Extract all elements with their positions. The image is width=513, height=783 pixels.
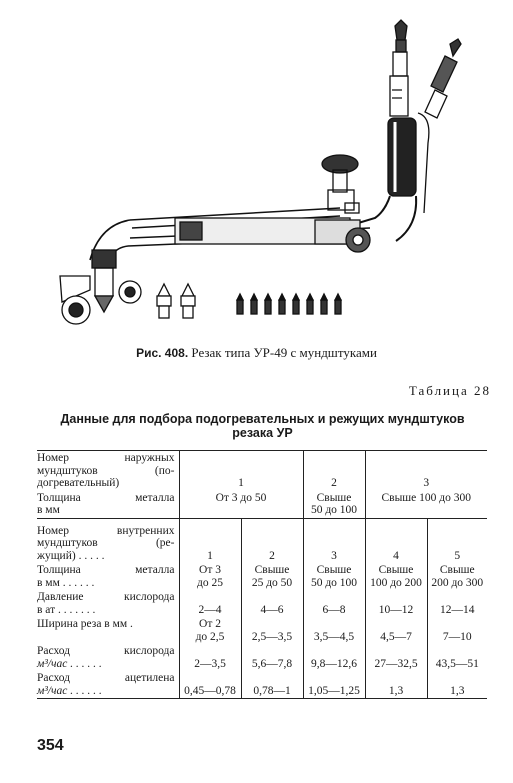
figure-caption (0, 345, 513, 361)
table-cell: 43,5—51 (427, 644, 487, 671)
cell-line: до 25 (197, 576, 223, 589)
row-label-line: м³/час . . . . . . (37, 657, 102, 670)
cell-line: 100 до 200 (370, 576, 422, 589)
table-cell (427, 563, 487, 590)
table-title-line: Данные для подбора подогревательных и режущих мундштуков (60, 412, 465, 426)
row-label-line: в ат . . . . . . . (37, 603, 96, 616)
torch-illustration (40, 18, 480, 338)
table-cell: 4—6 (241, 590, 303, 617)
table-row (37, 491, 487, 519)
table-cell (179, 563, 241, 590)
table-row (37, 590, 487, 617)
table-row (37, 644, 487, 671)
cell-line: 200 до 300 (431, 576, 484, 589)
row-label-line: Толщина металла (37, 564, 175, 576)
table-cell: 4 (365, 518, 427, 563)
table-cell: От 3 до 50 (179, 491, 303, 519)
row-label-line: догревательный) (37, 477, 120, 489)
table-cell (365, 563, 427, 590)
row-label (37, 518, 179, 563)
table-row (37, 518, 487, 563)
table-number: Таблица 28 (408, 383, 491, 398)
table-cell: 5 (427, 518, 487, 563)
row-label-line: Номер наружных (37, 452, 175, 464)
table-title (30, 412, 495, 440)
table-cell: 1,3 (427, 671, 487, 699)
table-cell: 2 (303, 451, 365, 491)
cell-line: до 2,5 (195, 630, 225, 643)
row-label-line: жущий) . . . . . (37, 549, 105, 562)
row-label-line: мундштуков (по- (37, 464, 175, 477)
cell-line: 25 до 50 (251, 576, 293, 589)
table-title-line: резака УР (232, 426, 293, 440)
table-cell: 1 (179, 518, 241, 563)
figure-caption-text: Резак типа УР-49 с мундштуками (188, 345, 377, 360)
row-label-line: в мм . . . . . . (37, 576, 95, 589)
table-cell: 1,3 (365, 671, 427, 699)
table-cell: 5,6—7,8 (241, 644, 303, 671)
table-cell: 9,8—12,6 (303, 644, 365, 671)
table-cell: 3 (303, 518, 365, 563)
row-label-line: Ширина реза в мм . (37, 618, 133, 630)
cell-line: От 3 (199, 564, 221, 576)
cell-line: 50 до 100 (310, 504, 358, 516)
row-label-line: Давление кислорода (37, 591, 175, 603)
table-cell: 2,5—3,5 (241, 617, 303, 644)
table-cell: 1,05—1,25 (303, 671, 365, 699)
row-label-line: м³/час . . . . . . (37, 684, 102, 697)
figure-number: Рис. 408. (136, 346, 189, 360)
table-row (37, 671, 487, 699)
table-cell (179, 617, 241, 644)
table-cell: 4,5—7 (365, 617, 427, 644)
row-label-line: мундштуков (ре- (37, 537, 175, 549)
cell-line: Свыше (439, 564, 475, 576)
table-cell: 2 (241, 518, 303, 563)
row-label (37, 491, 179, 519)
row-label-line: Расход кислорода (37, 645, 175, 657)
cell-line: Свыше (378, 564, 414, 576)
cell-line: Свыше (316, 564, 352, 576)
table-cell: 0,45—0,78 (179, 671, 241, 699)
table-cell: 1 (179, 451, 303, 491)
table-cell: 12—14 (427, 590, 487, 617)
cell-line: Свыше (316, 491, 352, 504)
table-cell: 10—12 (365, 590, 427, 617)
table-row (37, 563, 487, 590)
row-label-line: Толщина металла (37, 491, 175, 504)
table-cell (303, 491, 365, 519)
table-cell: 0,78—1 (241, 671, 303, 699)
cell-line: Свыше (254, 564, 290, 576)
row-label (37, 590, 179, 617)
table-cell: 3,5—4,5 (303, 617, 365, 644)
row-label (37, 644, 179, 671)
page-number: 354 (37, 737, 64, 754)
cell-line: От 2 (199, 618, 221, 630)
row-label (37, 617, 179, 644)
table-cell: 6—8 (303, 590, 365, 617)
row-label-line: Номер внутренних (37, 524, 175, 537)
table-cell (241, 563, 303, 590)
table-cell: 7—10 (427, 617, 487, 644)
cell-line: 50 до 100 (310, 576, 358, 589)
table-cell: 2—4 (179, 590, 241, 617)
table-cell: 3 (365, 451, 487, 491)
table-row (37, 617, 487, 644)
table-cell (303, 563, 365, 590)
row-label (37, 671, 179, 699)
row-label (37, 451, 179, 491)
row-label-line: Расход ацетилена (37, 672, 175, 684)
nozzle-selection-table (37, 450, 487, 699)
row-label-line: в мм (37, 504, 60, 516)
table-cell: 2—3,5 (179, 644, 241, 671)
row-label (37, 563, 179, 590)
table-cell: Свыше 100 до 300 (365, 491, 487, 519)
table-row (37, 451, 487, 491)
table-cell: 27—32,5 (365, 644, 427, 671)
